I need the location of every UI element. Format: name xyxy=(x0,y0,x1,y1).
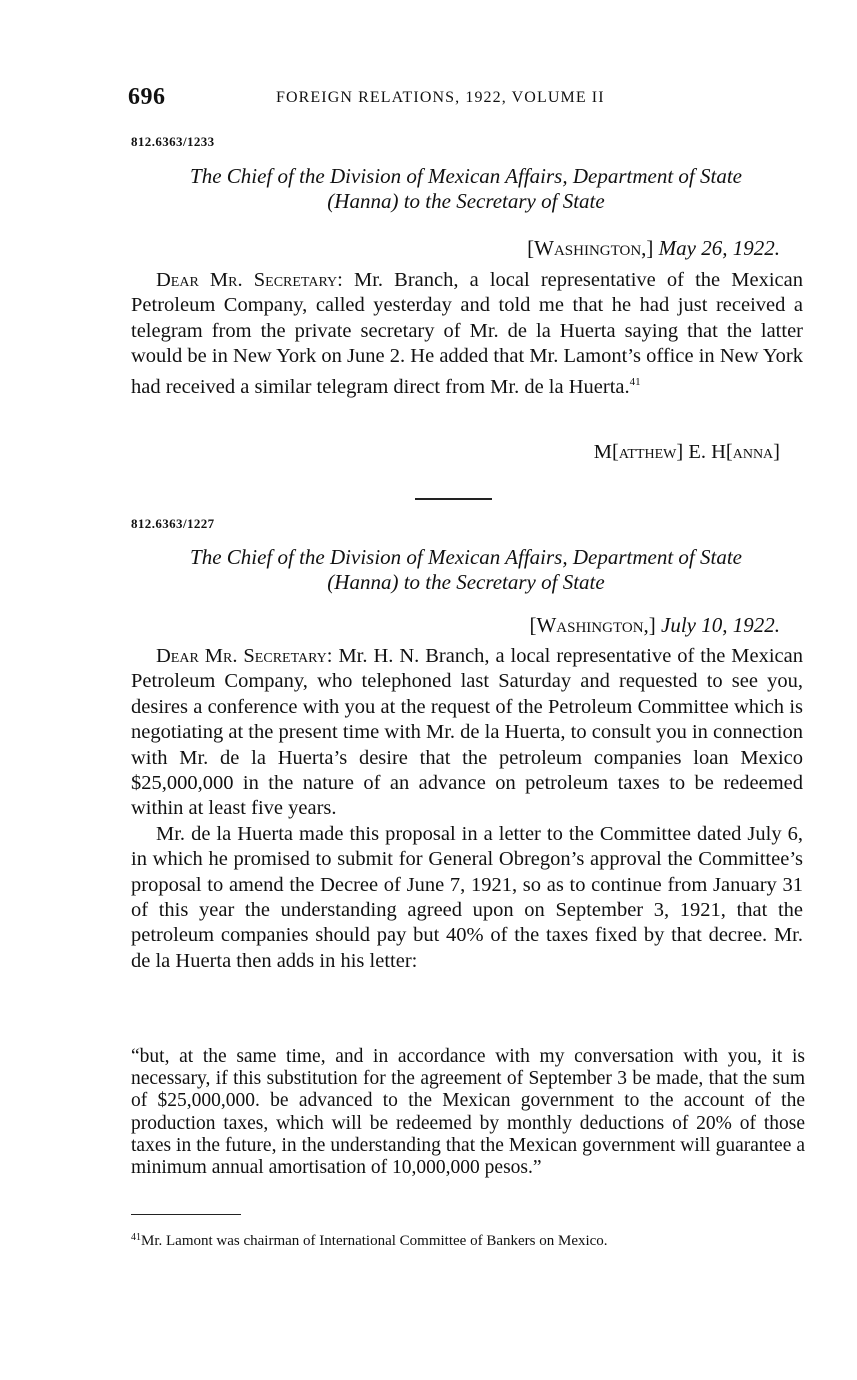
running-head xyxy=(128,84,808,114)
heading-line-2: (Hanna) to the Secretary of State xyxy=(327,189,605,213)
paragraph xyxy=(131,644,803,822)
footnote-rule xyxy=(131,1214,241,1215)
heading-line-1: The Chief of the Division of Mexican Affairs, Department of State xyxy=(190,545,742,569)
file-number: 812.6363/1227 xyxy=(131,516,215,531)
running-title: FOREIGN RELATIONS, 1922, VOLUME II xyxy=(276,89,605,106)
footnote-reference: 41 xyxy=(629,375,641,388)
document-heading xyxy=(131,545,801,595)
footnote-number: 41 xyxy=(131,1232,141,1243)
heading-line-1: The Chief of the Division of Mexican Affairs, Department of State xyxy=(190,164,742,188)
page-number: 696 xyxy=(128,84,166,110)
letter-body xyxy=(131,644,803,974)
file-number: 812.6363/1233 xyxy=(131,134,215,149)
paragraph-text: Mr. H. N. Branch, a local representative of the Mexican Petroleum Company, who telephoned last Saturday and requested to see you, desires a conference with you at the request of the Petroleum Committee which is negotiating at the present time with Mr. de la Huerta, to consult you in connection with Mr. de la Huerta’s desire that the petroleum companies loan Mexico $25,000,000 in the nature of an advance on petroleum taxes to be redeemed within at least five years. xyxy=(131,645,803,820)
letter-body xyxy=(131,268,803,400)
section-divider xyxy=(415,498,492,500)
dateline-place: [Washington,] xyxy=(527,236,654,260)
heading-line-2: (Hanna) to the Secretary of State xyxy=(327,570,605,594)
salutation: Dear Mr. Secretary: xyxy=(156,645,333,667)
footnote-text: Mr. Lamont was chairman of International Committee of Bankers on Mexico. xyxy=(141,1233,608,1249)
dateline-place: [Washington,] xyxy=(529,613,656,637)
salutation: Dear Mr. Secretary: xyxy=(156,269,343,291)
block-quote xyxy=(131,1046,805,1179)
dateline xyxy=(529,613,780,638)
quote-text: “but, at the same time, and in accordance with my conversation with you, it is necessary, if this substitution for the agreement of September 3 be made, that the sum of $25,000,000. be advanced to the Mexican government to the account of the production taxes, which will be redeemed by monthly deductions of 20% of those taxes in the future, in the understanding that the Mexican government will guarantee a minimum annual amortisation of 10,000,000 pesos.” xyxy=(131,1046,805,1179)
paragraph: Mr. de la Huerta made this proposal in a letter to the Committee dated July 6, in which he promised to submit for General Obregon’s approval the Committee’s proposal to amend the Decree of June 7, 1921, so as to continue from January 31 of this year the understanding agreed upon on September 3, 1921, that the petroleum companies should pay but 40% of the taxes fixed by that decree. Mr. de la Huerta then adds in his letter: xyxy=(131,822,803,972)
document-heading xyxy=(131,164,801,214)
paragraph xyxy=(131,268,803,400)
signature: M[atthew] E. H[anna] xyxy=(593,441,780,463)
dateline-date: July 10, 1922. xyxy=(661,613,780,637)
dateline-date: May 26, 1922. xyxy=(658,236,780,260)
footnote xyxy=(131,1228,807,1251)
dateline xyxy=(527,236,780,261)
paragraph-text: Mr. Branch, a local representative of the Mexican Petroleum Company, called yesterday and told me that he had just received a telegram from the private secretary of Mr. de la Huerta saying that the latter would be in New York on June 2. He added that Mr. Lamont’s office in New York had received a similar telegram direct from Mr. de la Huerta. xyxy=(131,269,804,398)
